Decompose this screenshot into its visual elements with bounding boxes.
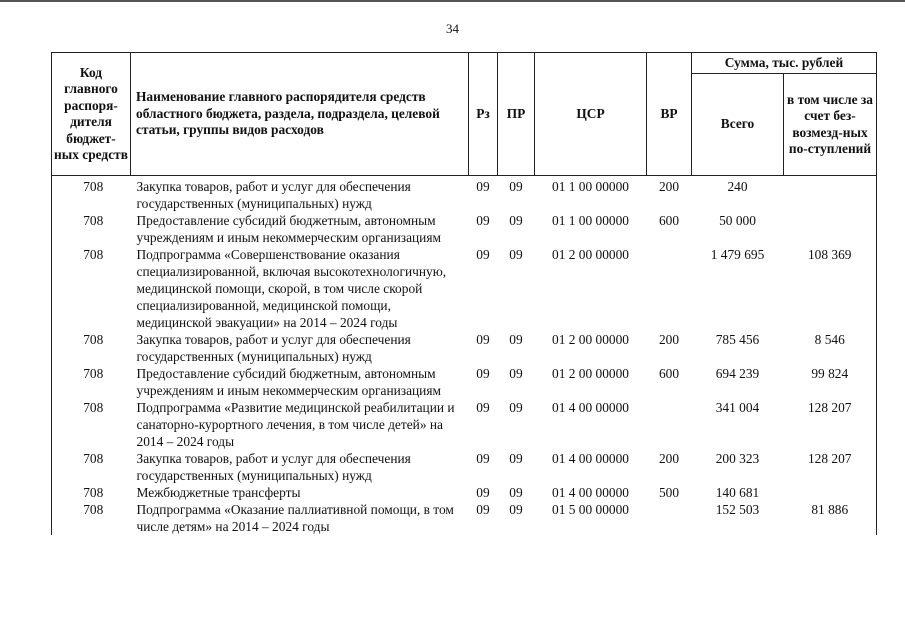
- cell-vr: 600: [658, 213, 680, 228]
- cell-code: 708: [52, 501, 131, 535]
- cell-csr: 01 4 00 00000: [552, 451, 629, 466]
- cell-csr: 01 1 00 00000: [552, 213, 629, 228]
- cell-csr: 01 5 00 00000: [552, 502, 629, 517]
- cell-incl: 8 546: [784, 331, 877, 365]
- cell-code: 708: [52, 484, 131, 501]
- cell-incl: 128 207: [784, 450, 877, 484]
- cell-csr: 01 2 00 00000: [552, 332, 629, 347]
- budget-table: [51, 52, 877, 535]
- cell-code: 708: [52, 399, 131, 450]
- cell-rz: 09: [476, 400, 490, 415]
- cell-pr: 09: [509, 485, 523, 500]
- cell-total: 240: [727, 179, 748, 194]
- cell-rz: 09: [476, 213, 490, 228]
- cell-pr: 09: [509, 179, 523, 194]
- cell-pr: 09: [509, 400, 523, 415]
- header-vr: ВР: [647, 53, 692, 176]
- cell-rz: 09: [476, 451, 490, 466]
- cell-total: 200 323: [715, 451, 760, 466]
- cell-vr: 500: [658, 485, 680, 500]
- cell-incl: 81 886: [784, 501, 877, 535]
- cell-name: Предоставление субсидий бюджетным, автономным учреждениям и иным некоммерческим организациям: [136, 366, 441, 398]
- cell-rz: 09: [476, 366, 490, 381]
- table-row: [52, 501, 877, 535]
- cell-incl: [784, 484, 877, 501]
- cell-total: 152 503: [715, 502, 760, 517]
- table-row: [52, 246, 877, 331]
- cell-code: 708: [52, 212, 131, 246]
- cell-csr: 01 2 00 00000: [552, 366, 629, 381]
- table-row: [52, 212, 877, 246]
- cell-name: Закупка товаров, работ и услуг для обеспечения государственных (муниципальных) нужд: [136, 451, 411, 483]
- table-body: [52, 176, 877, 536]
- cell-incl: 99 824: [784, 365, 877, 399]
- cell-name: Предоставление субсидий бюджетным, автономным учреждениям и иным некоммерческим организациям: [136, 213, 441, 245]
- scan-top-edge: [0, 0, 905, 2]
- cell-total: 694 239: [715, 366, 760, 381]
- cell-code: 708: [52, 450, 131, 484]
- cell-incl: 108 369: [784, 246, 877, 331]
- cell-name: Подпрограмма «Совершенствование оказания специализированной, включая высокотехнологичную, медицинской помощи, скорой, в том числе скорой специализированной, медицинской помощи, медицинской эвакуации» на 2014 – 2024 годы: [136, 247, 447, 330]
- cell-csr: 01 4 00 00000: [552, 400, 629, 415]
- cell-csr: 01 1 00 00000: [552, 179, 629, 194]
- header-pr: ПР: [498, 53, 535, 176]
- cell-vr: 600: [658, 366, 680, 381]
- header-rz: Рз: [469, 53, 498, 176]
- table-row: [52, 484, 877, 501]
- cell-name: Закупка товаров, работ и услуг для обеспечения государственных (муниципальных) нужд: [136, 179, 411, 211]
- cell-rz: 09: [476, 485, 490, 500]
- cell-incl: [784, 176, 877, 213]
- page-number: 34: [446, 21, 459, 36]
- cell-vr: [647, 246, 692, 331]
- cell-rz: 09: [476, 332, 490, 347]
- cell-vr: [647, 399, 692, 450]
- cell-vr: 200: [658, 451, 680, 466]
- cell-pr: 09: [509, 451, 523, 466]
- cell-total: 785 456: [715, 332, 760, 347]
- cell-name: Межбюджетные трансферты: [136, 485, 301, 500]
- cell-rz: 09: [476, 502, 490, 517]
- cell-csr: 01 4 00 00000: [552, 485, 629, 500]
- cell-pr: 09: [509, 332, 523, 347]
- header-code: Код главного распоря-дителя бюджет-ных средств: [52, 53, 131, 176]
- cell-rz: 09: [476, 247, 490, 262]
- header-sum-group: Сумма, тыс. рублей: [692, 53, 877, 74]
- cell-vr: 200: [658, 332, 680, 347]
- cell-pr: 09: [509, 502, 523, 517]
- cell-pr: 09: [509, 366, 523, 381]
- cell-pr: 09: [509, 247, 523, 262]
- header-total: Всего: [692, 74, 784, 176]
- cell-name: Закупка товаров, работ и услуг для обеспечения государственных (муниципальных) нужд: [136, 332, 411, 364]
- table-row: [52, 365, 877, 399]
- cell-pr: 09: [509, 213, 523, 228]
- cell-code: 708: [52, 331, 131, 365]
- table-row: [52, 176, 877, 213]
- cell-total: 341 004: [715, 400, 760, 415]
- header-incl: в том числе за счет без-возмезд-ных по-ступлений: [784, 74, 877, 176]
- cell-code: 708: [52, 246, 131, 331]
- table-row: [52, 399, 877, 450]
- cell-rz: 09: [476, 179, 490, 194]
- cell-total: 50 000: [719, 213, 756, 228]
- cell-name: Подпрограмма «Оказание паллиативной помощи, в том числе детям» на 2014 – 2024 годы: [136, 502, 454, 534]
- cell-code: 708: [52, 365, 131, 399]
- cell-vr: [647, 501, 692, 535]
- table-row: [52, 331, 877, 365]
- cell-total: 140 681: [715, 485, 760, 500]
- cell-incl: [784, 212, 877, 246]
- table-row: [52, 450, 877, 484]
- cell-incl: 128 207: [784, 399, 877, 450]
- cell-code: 708: [52, 176, 131, 213]
- cell-vr: 200: [658, 179, 680, 194]
- cell-total: 1 479 695: [710, 247, 765, 262]
- header-csr: ЦСР: [535, 53, 647, 176]
- cell-csr: 01 2 00 00000: [552, 247, 629, 262]
- cell-name: Подпрограмма «Развитие медицинской реабилитации и санаторно-курортного лечения, в том числе детей» на 2014 – 2024 годы: [136, 400, 455, 449]
- header-name: Наименование главного распорядителя средств областного бюджета, раздела, подраздела, целевой статьи, группы видов расходов: [131, 53, 469, 176]
